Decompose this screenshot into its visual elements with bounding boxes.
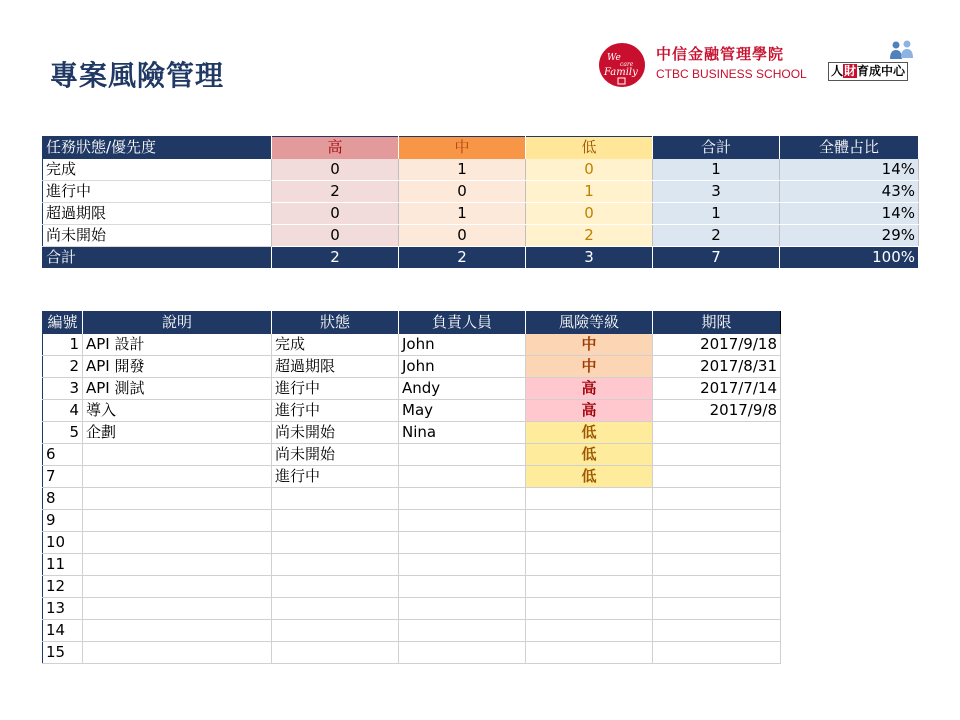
risk-owner-cell[interactable] xyxy=(399,576,526,598)
summary-header-mid: 中 xyxy=(399,137,526,159)
risk-deadline-cell[interactable] xyxy=(653,532,781,554)
risk-number-cell[interactable]: 10 xyxy=(43,532,83,554)
page-title: 專案風險管理 xyxy=(50,59,225,92)
summary-percentage-cell[interactable]: 14% xyxy=(780,203,919,225)
summary-mid-cell[interactable]: 1 xyxy=(399,159,526,181)
risk-deadline-cell[interactable] xyxy=(653,598,781,620)
risk-number-cell[interactable]: 14 xyxy=(43,620,83,642)
risk-number-cell[interactable]: 3 xyxy=(43,378,83,400)
risk-row xyxy=(43,532,781,554)
risk-deadline-cell[interactable] xyxy=(653,466,781,488)
risk-status-cell[interactable] xyxy=(272,598,399,620)
risk-status-cell[interactable]: 尚未開始 xyxy=(272,422,399,444)
summary-header-row xyxy=(43,137,919,159)
risk-deadline-cell[interactable] xyxy=(653,488,781,510)
risk-row xyxy=(43,620,781,642)
summary-row xyxy=(43,225,919,247)
risk-owner-cell[interactable] xyxy=(399,532,526,554)
summary-header-high: 高 xyxy=(272,137,399,159)
risk-owner-cell[interactable]: John xyxy=(399,356,526,378)
summary-header-total: 合計 xyxy=(653,137,780,159)
summary-status-cell[interactable]: 尚未開始 xyxy=(43,225,272,247)
risk-number-cell[interactable]: 1 xyxy=(43,334,83,356)
risk-status-cell[interactable] xyxy=(272,576,399,598)
talent-center-logo xyxy=(826,40,918,82)
risk-status-cell[interactable] xyxy=(272,488,399,510)
risk-status-cell[interactable]: 進行中 xyxy=(272,466,399,488)
risk-description-cell[interactable] xyxy=(83,510,272,532)
summary-total-mid: 2 xyxy=(399,247,526,269)
risk-row xyxy=(43,576,781,598)
risk-row xyxy=(43,466,781,488)
risk-deadline-cell[interactable] xyxy=(653,642,781,664)
people-icon xyxy=(888,40,916,60)
risk-description-cell[interactable] xyxy=(83,554,272,576)
risk-row xyxy=(43,488,781,510)
talent-center-pre: 人 xyxy=(831,64,844,78)
risk-status-cell[interactable]: 完成 xyxy=(272,334,399,356)
risk-number-cell[interactable]: 8 xyxy=(43,488,83,510)
summary-percentage-cell[interactable]: 29% xyxy=(780,225,919,247)
summary-total-low: 3 xyxy=(526,247,653,269)
summary-high-cell[interactable]: 0 xyxy=(272,225,399,247)
risk-owner-cell[interactable] xyxy=(399,554,526,576)
summary-low-cell[interactable]: 0 xyxy=(526,203,653,225)
risk-number-cell[interactable]: 11 xyxy=(43,554,83,576)
risk-status-cell[interactable] xyxy=(272,554,399,576)
risk-owner-cell[interactable] xyxy=(399,444,526,466)
risk-header-description: 說明 xyxy=(83,312,272,334)
risk-deadline-cell[interactable] xyxy=(653,554,781,576)
risk-row xyxy=(43,444,781,466)
risk-level-cell[interactable]: 低 xyxy=(526,422,653,444)
risk-row xyxy=(43,554,781,576)
summary-percentage-cell[interactable]: 14% xyxy=(780,159,919,181)
risk-row xyxy=(43,334,781,356)
risk-status-cell[interactable] xyxy=(272,532,399,554)
risk-description-cell[interactable] xyxy=(83,466,272,488)
summary-total-total: 7 xyxy=(653,247,780,269)
summary-total-percentage: 100% xyxy=(780,247,919,269)
risk-number-cell[interactable]: 7 xyxy=(43,466,83,488)
risk-deadline-cell[interactable] xyxy=(653,444,781,466)
risk-description-cell[interactable] xyxy=(83,598,272,620)
risk-level-cell[interactable] xyxy=(526,620,653,642)
risk-row xyxy=(43,356,781,378)
risk-level-cell[interactable] xyxy=(526,598,653,620)
risk-owner-cell[interactable]: Nina xyxy=(399,422,526,444)
risk-level-cell[interactable] xyxy=(526,554,653,576)
risk-status-cell[interactable]: 進行中 xyxy=(272,378,399,400)
risk-level-cell[interactable]: 低 xyxy=(526,466,653,488)
risk-level-cell[interactable] xyxy=(526,532,653,554)
risk-number-cell[interactable]: 13 xyxy=(43,598,83,620)
risk-description-cell[interactable]: API 設計 xyxy=(83,334,272,356)
risk-number-cell[interactable]: 6 xyxy=(43,444,83,466)
risk-number-cell[interactable]: 4 xyxy=(43,400,83,422)
talent-center-label xyxy=(828,62,908,81)
summary-total-label: 合計 xyxy=(43,247,272,269)
risk-owner-cell[interactable]: May xyxy=(399,400,526,422)
summary-total-cell[interactable]: 1 xyxy=(653,159,780,181)
risk-row xyxy=(43,598,781,620)
summary-status-cell[interactable]: 進行中 xyxy=(43,181,272,203)
summary-high-cell[interactable]: 0 xyxy=(272,203,399,225)
school-name-cn: 中信金融管理學院 xyxy=(656,45,785,63)
summary-header-low: 低 xyxy=(526,137,653,159)
risk-number-cell[interactable]: 9 xyxy=(43,510,83,532)
risk-owner-cell[interactable] xyxy=(399,598,526,620)
svg-text:We: We xyxy=(607,53,621,63)
risk-deadline-cell[interactable] xyxy=(653,510,781,532)
risk-row xyxy=(43,642,781,664)
summary-high-cell[interactable]: 0 xyxy=(272,159,399,181)
summary-total-row xyxy=(43,247,919,269)
risk-description-cell[interactable] xyxy=(83,642,272,664)
risk-deadline-cell[interactable]: 2017/9/8 xyxy=(653,400,781,422)
summary-total-cell[interactable]: 3 xyxy=(653,181,780,203)
risk-number-cell[interactable]: 12 xyxy=(43,576,83,598)
risk-row xyxy=(43,400,781,422)
summary-mid-cell[interactable]: 0 xyxy=(399,225,526,247)
summary-row xyxy=(43,181,919,203)
risk-description-cell[interactable] xyxy=(83,620,272,642)
risk-deadline-cell[interactable]: 2017/8/31 xyxy=(653,356,781,378)
risk-description-cell[interactable]: API 開發 xyxy=(83,356,272,378)
summary-low-cell[interactable]: 2 xyxy=(526,225,653,247)
risk-description-cell[interactable] xyxy=(83,576,272,598)
risk-description-cell[interactable] xyxy=(83,444,272,466)
risk-deadline-cell[interactable] xyxy=(653,576,781,598)
risk-row xyxy=(43,422,781,444)
risk-status-cell[interactable]: 尚未開始 xyxy=(272,444,399,466)
risk-number-cell[interactable]: 5 xyxy=(43,422,83,444)
risk-level-cell[interactable] xyxy=(526,488,653,510)
risk-deadline-cell[interactable] xyxy=(653,620,781,642)
summary-high-cell[interactable]: 2 xyxy=(272,181,399,203)
risk-number-cell[interactable]: 15 xyxy=(43,642,83,664)
priority-summary-table xyxy=(42,136,919,269)
risk-description-cell[interactable]: 導入 xyxy=(83,400,272,422)
summary-total-cell[interactable]: 2 xyxy=(653,225,780,247)
school-name xyxy=(656,44,807,82)
risk-owner-cell[interactable] xyxy=(399,510,526,532)
we-care-family-logo-icon xyxy=(598,42,648,88)
risk-deadline-cell[interactable]: 2017/9/18 xyxy=(653,334,781,356)
risk-description-cell[interactable]: API 測試 xyxy=(83,378,272,400)
risk-status-cell[interactable]: 進行中 xyxy=(272,400,399,422)
summary-mid-cell[interactable]: 0 xyxy=(399,181,526,203)
summary-low-cell[interactable]: 0 xyxy=(526,159,653,181)
risk-level-cell[interactable]: 中 xyxy=(526,334,653,356)
summary-row xyxy=(43,203,919,225)
summary-total-cell[interactable]: 1 xyxy=(653,203,780,225)
summary-header-percentage: 全體占比 xyxy=(780,137,919,159)
summary-total-high: 2 xyxy=(272,247,399,269)
risk-level-cell[interactable]: 低 xyxy=(526,444,653,466)
risk-owner-cell[interactable] xyxy=(399,620,526,642)
risk-deadline-cell[interactable]: 2017/7/14 xyxy=(653,378,781,400)
risk-owner-cell[interactable]: Andy xyxy=(399,378,526,400)
risk-level-cell[interactable]: 高 xyxy=(526,378,653,400)
summary-row xyxy=(43,159,919,181)
risk-level-cell[interactable] xyxy=(526,642,653,664)
risk-list-table xyxy=(42,311,781,664)
risk-header-owner: 負責人員 xyxy=(399,312,526,334)
talent-center-highlight: 財 xyxy=(844,64,857,78)
svg-text:care: care xyxy=(620,61,634,68)
ctbc-logo xyxy=(598,42,648,88)
risk-deadline-cell[interactable] xyxy=(653,422,781,444)
risk-description-cell[interactable]: 企劃 xyxy=(83,422,272,444)
risk-owner-cell[interactable] xyxy=(399,488,526,510)
risk-status-cell[interactable] xyxy=(272,620,399,642)
risk-header-row xyxy=(43,312,781,334)
risk-status-cell[interactable] xyxy=(272,642,399,664)
risk-number-cell[interactable]: 2 xyxy=(43,356,83,378)
risk-header-deadline: 期限 xyxy=(653,312,781,334)
risk-owner-cell[interactable] xyxy=(399,466,526,488)
talent-center-post: 育成中心 xyxy=(857,64,906,78)
risk-description-cell[interactable] xyxy=(83,532,272,554)
summary-mid-cell[interactable]: 1 xyxy=(399,203,526,225)
svg-text:Family: Family xyxy=(604,67,638,78)
risk-status-cell[interactable] xyxy=(272,510,399,532)
summary-percentage-cell[interactable]: 43% xyxy=(780,181,919,203)
risk-row xyxy=(43,378,781,400)
risk-owner-cell[interactable]: John xyxy=(399,334,526,356)
risk-level-cell[interactable] xyxy=(526,576,653,598)
risk-level-cell[interactable]: 高 xyxy=(526,400,653,422)
risk-level-cell[interactable] xyxy=(526,510,653,532)
summary-status-cell[interactable]: 超過期限 xyxy=(43,203,272,225)
school-name-en: CTBC BUSINESS SCHOOL xyxy=(656,67,807,81)
risk-status-cell[interactable]: 超過期限 xyxy=(272,356,399,378)
summary-status-cell[interactable]: 完成 xyxy=(43,159,272,181)
risk-level-cell[interactable]: 中 xyxy=(526,356,653,378)
risk-header-number: 編號 xyxy=(43,312,83,334)
summary-header-status: 任務狀態/優先度 xyxy=(43,137,272,159)
summary-low-cell[interactable]: 1 xyxy=(526,181,653,203)
risk-header-risk-level: 風險等級 xyxy=(526,312,653,334)
risk-row xyxy=(43,510,781,532)
risk-description-cell[interactable] xyxy=(83,488,272,510)
risk-header-status: 狀態 xyxy=(272,312,399,334)
risk-owner-cell[interactable] xyxy=(399,642,526,664)
